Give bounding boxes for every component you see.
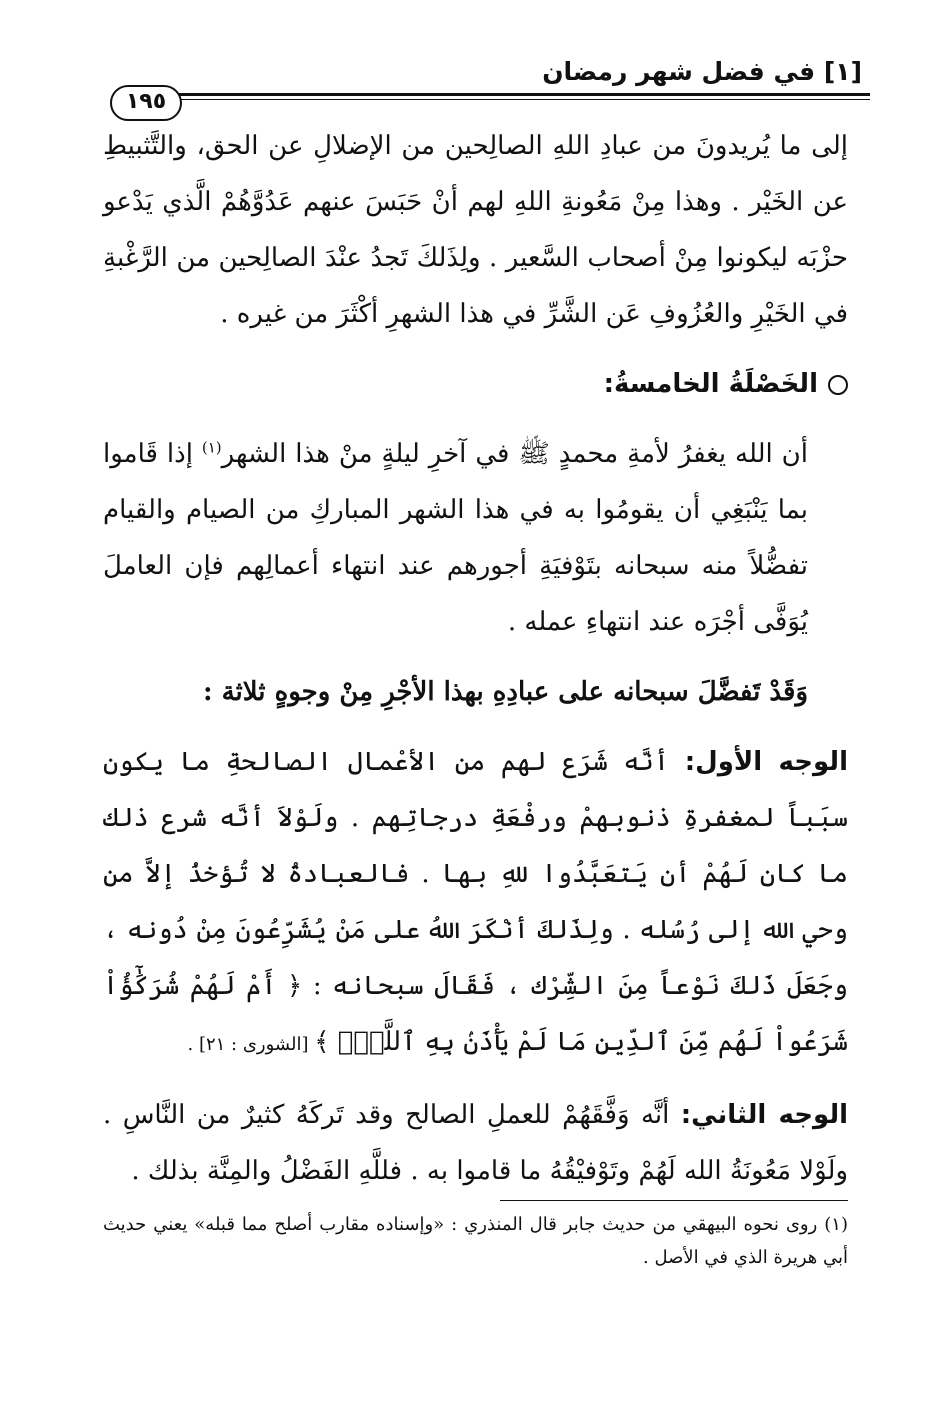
header-rule-thin xyxy=(170,99,870,100)
header-rule-thick xyxy=(170,93,870,96)
section-heading xyxy=(103,356,848,412)
verse-citation: [الشورى : ٢١] . xyxy=(187,1034,315,1055)
point-text: أنَّه شَرَع لهم من الأعْمال الصالحةِ ما يكون سبَباً لمغفرةِ ذنوبهمْ ورفْعَةِ درجاتِهم . ولَوْلاَ أنَّه شرع ذلك ما كان لَهُمْ أن يَتعَبَّدُوا للهِ بها . فالعبادةُ لا تُؤخذُ إلاَّ من وحي الله إلى رُسُله . ولِذَلكَ أنْكَرَ اللهُ على مَنْ يُشَرِّعُونَ مِنْ دُونه ، وجَعَلَ ذَلكَ نَوْعاً مِنَ الشِّرْك ، فَقَالَ سبحانه : xyxy=(103,747,848,1001)
paragraph: إلى ما يُريدونَ من عبادِ اللهِ الصالِحين من الإضلالِ عن الحق، والتَّثبيطِ عن الخَيْر . وهذا مِنْ مَعُونةِ اللهِ لهم أنْ حَبَسَ عنهم عَدُوَّهُمْ الَّذي يَدْعو حزْبَه ليكونوا مِنْ أصحاب السَّعير . ولِذَلكَ تَجدُ عنْدَ الصالِحين من الرَّغْبةِ في الخَيْرِ والعُزُوفِ عَن الشَّرِّ في هذا الشهرِ أكْثَرَ من غيره . xyxy=(103,131,848,329)
chapter-title: [١] في فضل شهر رمضان xyxy=(542,57,862,86)
point-label: الوجه الأول: xyxy=(684,747,848,777)
paragraph-text: أن الله يغفرُ لأمةِ محمدٍ ﷺ في آخرِ ليلةٍ منْ هذا الشهر xyxy=(221,439,808,469)
page-number: ١٩٥ xyxy=(110,85,182,121)
footnote-reference[interactable]: (١) xyxy=(201,438,222,457)
point-label: الوجه الثاني: xyxy=(680,1100,848,1130)
point-paragraph xyxy=(103,1087,848,1199)
running-header xyxy=(100,55,870,115)
subheading: وَقَدْ تَفضَّلَ سبحانه على عبادِهِ بهذا الأجْرِ مِنْ وجوهٍ ثلاثة : xyxy=(202,677,808,707)
main-text xyxy=(103,118,848,1199)
paragraph xyxy=(103,426,848,650)
point-text: أنَّه وَفَّقَهُمْ للعملِ الصالح وقد تَركَهُ كثيرٌ من النَّاسِ . ولَوْلا مَعُونَةُ الله لَهُمْ وتَوْفيْقُهُ ما قاموا به . فللَّهِ الفَضْلُ والمِنَّة بذلك . xyxy=(103,1100,848,1186)
footnote-marker: (١) xyxy=(824,1214,848,1235)
point-paragraph xyxy=(103,734,848,1073)
paragraph-text: إذا قَاموا بما يَنْبَغِي أن يقومُوا به في هذا الشهر المباركِ من الصيام والقيام تفضُّلاً منه سبحانه بتَوْفيَةِ أجورهم عند انتهاء أعمالِهم فإن العاملَ يُوَفَّى أجْرَه عند انتهاءِ عمله . xyxy=(103,439,808,637)
circle-bullet-icon xyxy=(828,375,848,395)
quran-verse: ﴿ أَمْ لَهُمْ شُرَكَٰٓؤُاْ شَرَعُواْ لَهُم مِّنَ ٱلدِّينِ مَا لَمْ يَأْذَنۢ بِهِ ٱللَّهُۚ ﴾ xyxy=(103,971,848,1057)
footnotes xyxy=(103,1208,848,1274)
footnote xyxy=(103,1208,848,1274)
footnote-text: روى نحوه البيهقي من حديث جابر قال المنذري : «وإسناده مقارب أصلح مما قبله» يعني حديث أبي هريرة الذي في الأصل . xyxy=(103,1214,848,1268)
footnote-separator xyxy=(500,1200,848,1201)
section-heading-text: الخَصْلَةُ الخامسةُ: xyxy=(603,369,818,399)
